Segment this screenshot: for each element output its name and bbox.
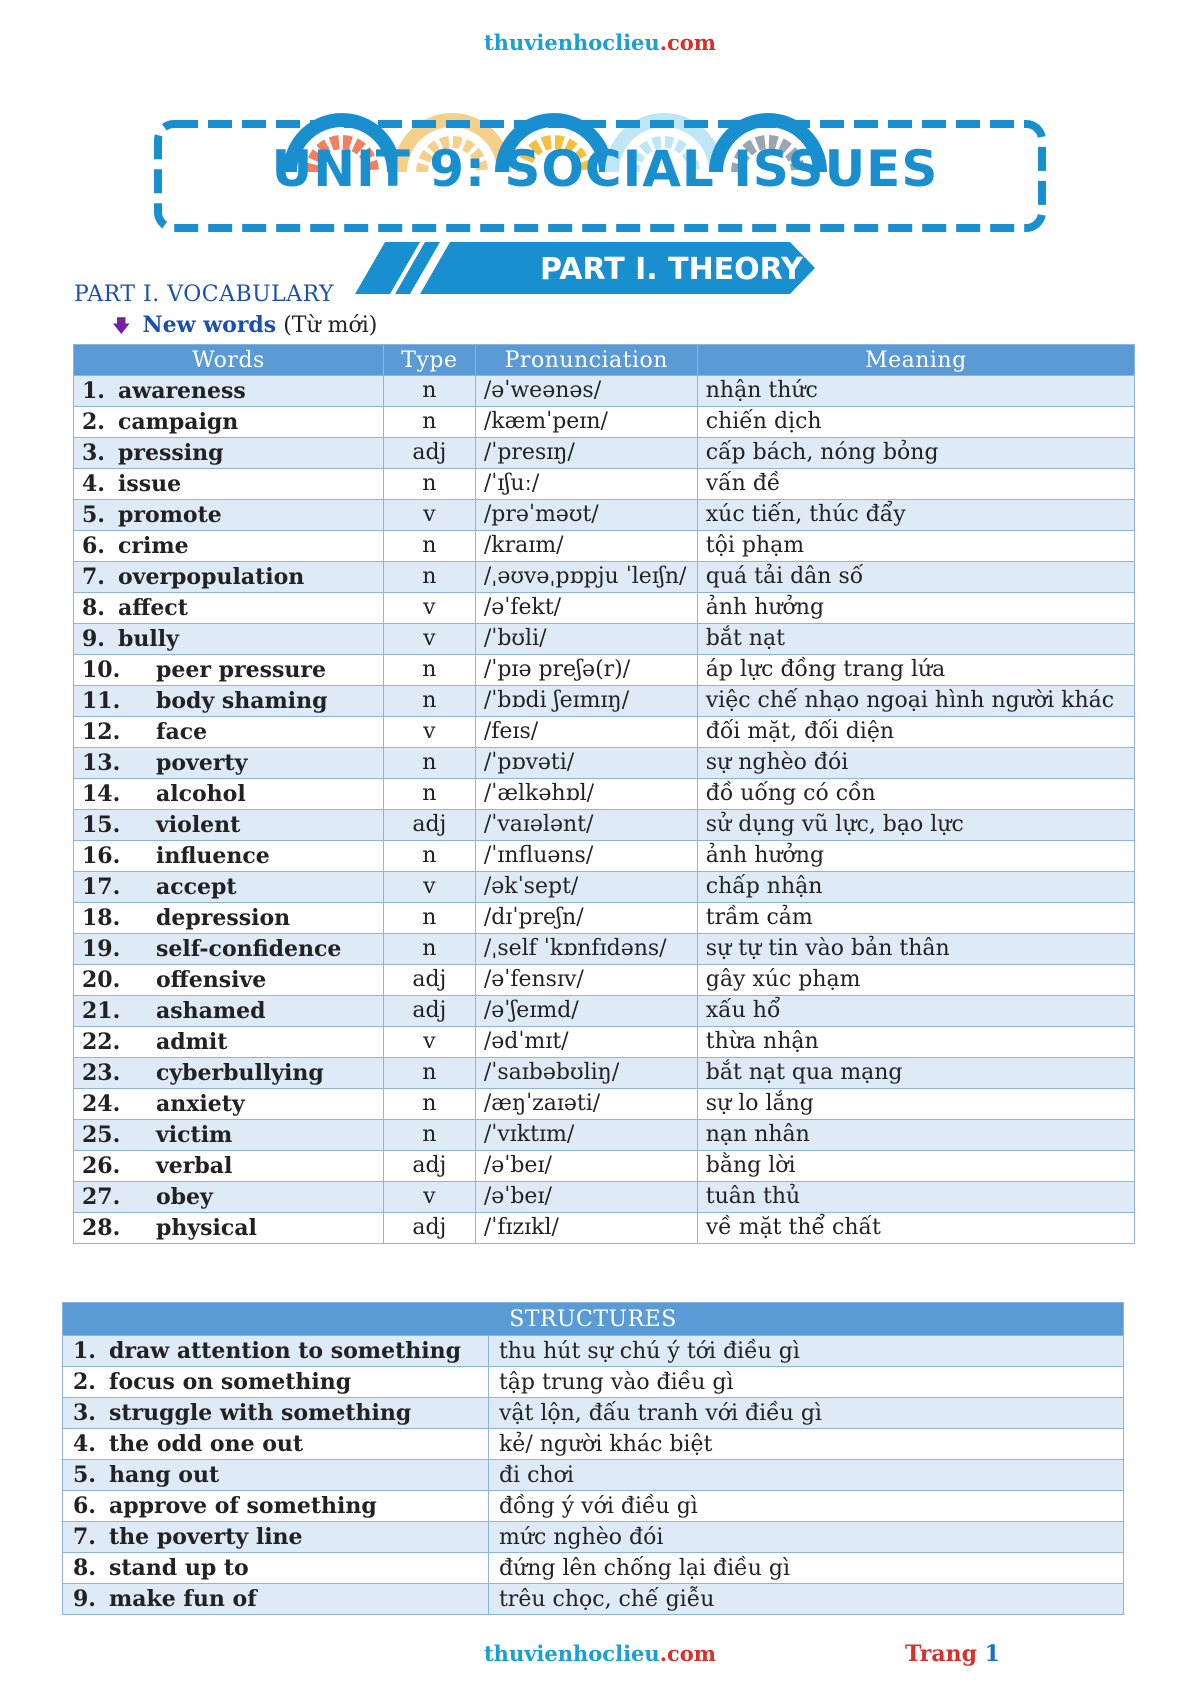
row-number: 13.: [82, 750, 121, 776]
pronunciation-cell: /dɪˈpreʃn/: [475, 903, 697, 934]
arrow-bullet-icon: 🡇: [112, 316, 131, 337]
pronunciation-cell: /ˈɪʃuː/: [475, 469, 697, 500]
phrase-text: focus on something: [109, 1369, 352, 1395]
word-text: peer pressure: [156, 657, 326, 683]
page-number: [905, 1641, 1000, 1667]
meaning-cell: mức nghèo đói: [488, 1522, 1123, 1553]
pronunciation-cell: /əˈʃeɪmd/: [475, 996, 697, 1027]
phrase-cell: [63, 1584, 489, 1615]
word-text: body shaming: [156, 688, 328, 714]
word-text: pressing: [118, 440, 224, 466]
phrase-cell: [63, 1460, 489, 1491]
type-cell: n: [383, 562, 475, 593]
word-cell: [74, 779, 384, 810]
row-number: 6.: [82, 533, 105, 559]
type-cell: adj: [383, 810, 475, 841]
type-cell: n: [383, 934, 475, 965]
meaning-cell: vật lộn, đấu tranh với điều gì: [488, 1398, 1123, 1429]
meaning-cell: đồng ý với điều gì: [488, 1491, 1123, 1522]
type-cell: n: [383, 841, 475, 872]
row-number: 7.: [73, 1524, 96, 1550]
pronunciation-cell: /ˈvɪktɪm/: [475, 1120, 697, 1151]
pronunciation-cell: /kæmˈpeɪn/: [475, 407, 697, 438]
vocabulary-rows: [74, 376, 1135, 1244]
row-number: 2.: [73, 1369, 96, 1395]
meaning-cell: thu hút sự chú ý tới điều gì: [488, 1336, 1123, 1367]
row-number: 3.: [82, 440, 105, 466]
word-text: poverty: [156, 750, 248, 776]
table-row: [74, 655, 1135, 686]
type-cell: n: [383, 376, 475, 407]
page-label: Trang: [905, 1641, 977, 1667]
word-cell: [74, 1182, 384, 1213]
table-row: [74, 562, 1135, 593]
meaning-cell: xấu hổ: [697, 996, 1134, 1027]
meaning-cell: nạn nhân: [697, 1120, 1134, 1151]
meaning-cell: cấp bách, nóng bỏng: [697, 438, 1134, 469]
type-cell: v: [383, 1027, 475, 1058]
word-text: victim: [156, 1122, 233, 1148]
table-row: [74, 407, 1135, 438]
row-number: 5.: [82, 502, 105, 528]
site-name: thuvienhoclieu: [483, 30, 660, 55]
new-words-label: New words: [142, 312, 277, 338]
row-number: 11.: [82, 688, 121, 714]
column-header: Words: [74, 345, 384, 376]
table-row: [74, 1120, 1135, 1151]
table-row: [63, 1491, 1124, 1522]
type-cell: v: [383, 1182, 475, 1213]
pronunciation-cell: /æŋˈzaɪəti/: [475, 1089, 697, 1120]
word-text: self-confidence: [156, 936, 342, 962]
row-number: 4.: [82, 471, 105, 497]
page-number-value: 1: [984, 1641, 1000, 1667]
row-number: 25.: [82, 1122, 121, 1148]
row-number: 21.: [82, 998, 121, 1024]
row-number: 4.: [73, 1431, 96, 1457]
type-cell: n: [383, 655, 475, 686]
word-text: cyberbullying: [156, 1060, 324, 1086]
word-cell: [74, 1027, 384, 1058]
table-row: [74, 965, 1135, 996]
word-cell: [74, 531, 384, 562]
row-number: 1.: [73, 1338, 96, 1364]
type-cell: n: [383, 779, 475, 810]
table-row: [74, 686, 1135, 717]
meaning-cell: gây xúc phạm: [697, 965, 1134, 996]
pronunciation-cell: /ˈɪnfluəns/: [475, 841, 697, 872]
word-cell: [74, 469, 384, 500]
type-cell: n: [383, 469, 475, 500]
meaning-cell: sự nghèo đói: [697, 748, 1134, 779]
row-number: 2.: [82, 409, 105, 435]
row-number: 26.: [82, 1153, 121, 1179]
row-number: 6.: [73, 1493, 96, 1519]
pronunciation-cell: /əˈfensɪv/: [475, 965, 697, 996]
structures-table: [62, 1302, 1124, 1615]
table-row: [74, 1151, 1135, 1182]
word-cell: [74, 810, 384, 841]
column-header: Type: [383, 345, 475, 376]
word-cell: [74, 1058, 384, 1089]
word-text: physical: [156, 1215, 257, 1241]
row-number: 1.: [82, 378, 105, 404]
meaning-cell: tội phạm: [697, 531, 1134, 562]
phrase-cell: [63, 1491, 489, 1522]
type-cell: v: [383, 500, 475, 531]
meaning-cell: trầm cảm: [697, 903, 1134, 934]
pronunciation-cell: /ˈpɪə preʃə(r)/: [475, 655, 697, 686]
word-cell: [74, 1089, 384, 1120]
word-cell: [74, 748, 384, 779]
meaning-cell: ảnh hưởng: [697, 841, 1134, 872]
word-text: anxiety: [156, 1091, 245, 1117]
phrase-text: the odd one out: [109, 1431, 304, 1457]
phrase-text: struggle with something: [109, 1400, 412, 1426]
row-number: 16.: [82, 843, 121, 869]
word-cell: [74, 1120, 384, 1151]
word-text: offensive: [156, 967, 267, 993]
table-row: [63, 1584, 1124, 1615]
meaning-cell: xúc tiến, thúc đẩy: [697, 500, 1134, 531]
table-row: [74, 1213, 1135, 1244]
type-cell: v: [383, 872, 475, 903]
pronunciation-cell: /əkˈsept/: [475, 872, 697, 903]
type-cell: n: [383, 903, 475, 934]
meaning-cell: đối mặt, đối diện: [697, 717, 1134, 748]
phrase-text: hang out: [109, 1462, 220, 1488]
row-number: 8.: [82, 595, 105, 621]
word-text: overpopulation: [118, 564, 305, 590]
table-row: [74, 841, 1135, 872]
word-text: verbal: [156, 1153, 233, 1179]
pronunciation-cell: /kraɪm/: [475, 531, 697, 562]
type-cell: adj: [383, 1213, 475, 1244]
table-row: [74, 934, 1135, 965]
table-row: [63, 1522, 1124, 1553]
word-text: affect: [118, 595, 188, 621]
meaning-cell: kẻ/ người khác biệt: [488, 1429, 1123, 1460]
word-text: depression: [156, 905, 291, 931]
word-cell: [74, 655, 384, 686]
word-text: bully: [118, 626, 179, 652]
pronunciation-cell: /ˈsaɪbəbʊliŋ/: [475, 1058, 697, 1089]
word-cell: [74, 624, 384, 655]
word-text: obey: [156, 1184, 213, 1210]
pronunciation-cell: /ˈælkəhɒl/: [475, 779, 697, 810]
meaning-cell: thừa nhận: [697, 1027, 1134, 1058]
word-cell: [74, 1213, 384, 1244]
meaning-cell: áp lực đồng trang lứa: [697, 655, 1134, 686]
word-text: influence: [156, 843, 270, 869]
word-text: ashamed: [156, 998, 266, 1024]
word-cell: [74, 686, 384, 717]
phrase-cell: [63, 1429, 489, 1460]
row-number: 8.: [73, 1555, 96, 1581]
word-text: promote: [118, 502, 222, 528]
table-row: [74, 1027, 1135, 1058]
meaning-cell: nhận thức: [697, 376, 1134, 407]
new-words-note: (Từ mới): [283, 313, 378, 338]
site-header: [0, 30, 1200, 55]
site-footer: [0, 1641, 1200, 1666]
table-header-row: [63, 1303, 1124, 1336]
row-number: 9.: [73, 1586, 96, 1612]
row-number: 22.: [82, 1029, 121, 1055]
phrase-text: approve of something: [109, 1493, 377, 1519]
pronunciation-cell: /feɪs/: [475, 717, 697, 748]
site-name: thuvienhoclieu: [483, 1641, 660, 1666]
table-row: [74, 717, 1135, 748]
pronunciation-cell: /əˈbeɪ/: [475, 1151, 697, 1182]
row-number: 27.: [82, 1184, 121, 1210]
phrase-cell: [63, 1367, 489, 1398]
phrase-text: draw attention to something: [109, 1338, 461, 1364]
meaning-cell: chấp nhận: [697, 872, 1134, 903]
table-row: [63, 1367, 1124, 1398]
word-cell: [74, 1151, 384, 1182]
pronunciation-cell: /ˈpɒvəti/: [475, 748, 697, 779]
word-cell: [74, 841, 384, 872]
meaning-cell: việc chế nhạo ngoại hình người khác: [697, 686, 1134, 717]
word-text: campaign: [118, 409, 239, 435]
word-cell: [74, 996, 384, 1027]
structures-rows: [63, 1336, 1124, 1615]
table-row: [74, 903, 1135, 934]
table-row: [74, 996, 1135, 1027]
site-domain: .com: [659, 30, 717, 55]
word-cell: [74, 903, 384, 934]
table-row: [63, 1398, 1124, 1429]
type-cell: adj: [383, 996, 475, 1027]
pronunciation-cell: /əˈweənəs/: [475, 376, 697, 407]
meaning-cell: sử dụng vũ lực, bạo lực: [697, 810, 1134, 841]
pronunciation-cell: /ˈvaɪələnt/: [475, 810, 697, 841]
table-row: [74, 748, 1135, 779]
row-number: 20.: [82, 967, 121, 993]
type-cell: n: [383, 1058, 475, 1089]
type-cell: v: [383, 624, 475, 655]
meaning-cell: đồ uống có cồn: [697, 779, 1134, 810]
word-text: issue: [118, 471, 182, 497]
new-words-heading: [112, 312, 377, 344]
meaning-cell: sự tự tin vào bản thân: [697, 934, 1134, 965]
word-text: admit: [156, 1029, 228, 1055]
table-row: [74, 531, 1135, 562]
table-row: [74, 1058, 1135, 1089]
meaning-cell: về mặt thể chất: [697, 1213, 1134, 1244]
type-cell: n: [383, 1089, 475, 1120]
row-number: 12.: [82, 719, 121, 745]
table-row: [74, 469, 1135, 500]
meaning-cell: đứng lên chống lại điều gì: [488, 1553, 1123, 1584]
meaning-cell: tập trung vào điều gì: [488, 1367, 1123, 1398]
row-number: 19.: [82, 936, 121, 962]
table-row: [74, 593, 1135, 624]
row-number: 23.: [82, 1060, 121, 1086]
pronunciation-cell: /ˈbʊli/: [475, 624, 697, 655]
meaning-cell: bằng lời: [697, 1151, 1134, 1182]
row-number: 15.: [82, 812, 121, 838]
table-row: [63, 1553, 1124, 1584]
phrase-text: make fun of: [109, 1586, 257, 1612]
row-number: 5.: [73, 1462, 96, 1488]
theory-label: PART I. THEORY: [540, 252, 803, 287]
phrase-text: the poverty line: [109, 1524, 303, 1550]
meaning-cell: ảnh hưởng: [697, 593, 1134, 624]
meaning-cell: vấn đề: [697, 469, 1134, 500]
pronunciation-cell: /ˈbɒdi ʃeɪmɪŋ/: [475, 686, 697, 717]
type-cell: adj: [383, 965, 475, 996]
row-number: 9.: [82, 626, 105, 652]
pronunciation-cell: /əˈbeɪ/: [475, 1182, 697, 1213]
vocabulary-heading: PART I. VOCABULARY: [74, 282, 335, 307]
table-row: [74, 500, 1135, 531]
row-number: 24.: [82, 1091, 121, 1117]
type-cell: v: [383, 593, 475, 624]
meaning-cell: bắt nạt qua mạng: [697, 1058, 1134, 1089]
word-text: alcohol: [156, 781, 246, 807]
type-cell: n: [383, 686, 475, 717]
type-cell: v: [383, 717, 475, 748]
table-row: [74, 779, 1135, 810]
word-cell: [74, 965, 384, 996]
word-cell: [74, 872, 384, 903]
meaning-cell: tuân thủ: [697, 1182, 1134, 1213]
pronunciation-cell: /ˌself ˈkɒnfɪdəns/: [475, 934, 697, 965]
type-cell: n: [383, 531, 475, 562]
type-cell: n: [383, 1120, 475, 1151]
table-row: [74, 810, 1135, 841]
meaning-cell: quá tải dân số: [697, 562, 1134, 593]
pronunciation-cell: /prəˈməʊt/: [475, 500, 697, 531]
row-number: 18.: [82, 905, 121, 931]
column-header: Pronunciation: [475, 345, 697, 376]
meaning-cell: sự lo lắng: [697, 1089, 1134, 1120]
meaning-cell: bắt nạt: [697, 624, 1134, 655]
pronunciation-cell: /əˈfekt/: [475, 593, 697, 624]
word-cell: [74, 407, 384, 438]
phrase-cell: [63, 1522, 489, 1553]
table-header-row: [74, 345, 1135, 376]
phrase-cell: [63, 1398, 489, 1429]
table-row: [63, 1460, 1124, 1491]
word-cell: [74, 717, 384, 748]
structures-header: STRUCTURES: [63, 1303, 1124, 1336]
table-row: [74, 872, 1135, 903]
pronunciation-cell: /ˌəʊvəˌpɒpju ˈleɪʃn/: [475, 562, 697, 593]
page-title: UNIT 9: SOCIAL ISSUES: [271, 140, 939, 198]
table-row: [74, 1089, 1135, 1120]
phrase-cell: [63, 1336, 489, 1367]
row-number: 14.: [82, 781, 121, 807]
pronunciation-cell: /ədˈmɪt/: [475, 1027, 697, 1058]
word-cell: [74, 376, 384, 407]
phrase-text: stand up to: [109, 1555, 249, 1581]
row-number: 10.: [82, 657, 121, 683]
word-cell: [74, 934, 384, 965]
vocabulary-table: [73, 344, 1135, 1244]
word-text: awareness: [118, 378, 246, 404]
row-number: 28.: [82, 1215, 121, 1241]
word-text: crime: [118, 533, 189, 559]
table-row: [63, 1336, 1124, 1367]
pronunciation-cell: /ˈfɪzɪkl/: [475, 1213, 697, 1244]
word-cell: [74, 562, 384, 593]
site-domain: .com: [659, 1641, 717, 1666]
row-number: 3.: [73, 1400, 96, 1426]
table-row: [74, 438, 1135, 469]
word-text: violent: [156, 812, 241, 838]
table-row: [74, 1182, 1135, 1213]
column-header: Meaning: [697, 345, 1134, 376]
meaning-cell: chiến dịch: [697, 407, 1134, 438]
phrase-cell: [63, 1553, 489, 1584]
row-number: 17.: [82, 874, 121, 900]
word-cell: [74, 438, 384, 469]
word-cell: [74, 593, 384, 624]
word-text: accept: [156, 874, 237, 900]
meaning-cell: trêu chọc, chế giễu: [488, 1584, 1123, 1615]
table-row: [74, 376, 1135, 407]
type-cell: n: [383, 407, 475, 438]
row-number: 7.: [82, 564, 105, 590]
type-cell: adj: [383, 1151, 475, 1182]
table-row: [63, 1429, 1124, 1460]
word-text: face: [156, 719, 208, 745]
word-cell: [74, 500, 384, 531]
type-cell: adj: [383, 438, 475, 469]
type-cell: n: [383, 748, 475, 779]
pronunciation-cell: /ˈpresɪŋ/: [475, 438, 697, 469]
table-row: [74, 624, 1135, 655]
meaning-cell: đi chơi: [488, 1460, 1123, 1491]
